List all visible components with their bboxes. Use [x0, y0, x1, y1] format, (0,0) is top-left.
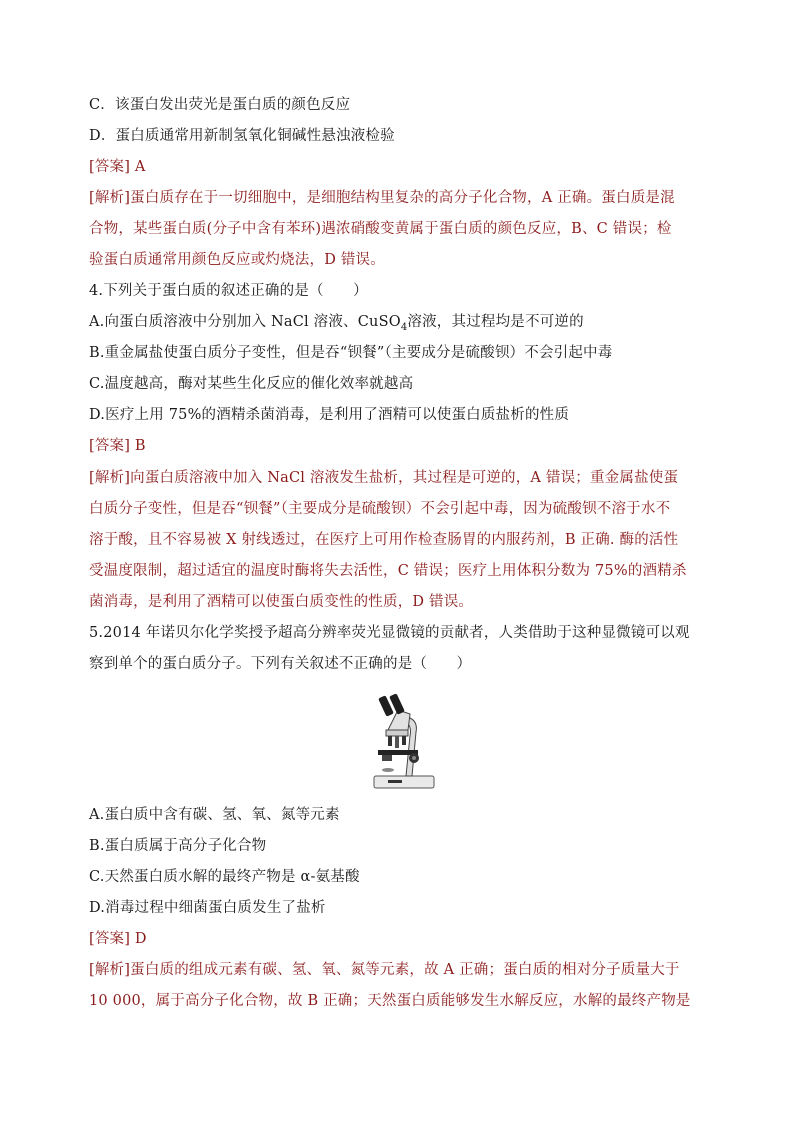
option-b-q4: B.重金属盐使蛋白质分子变性，但是吞“钡餐”（主要成分是硫酸钡）不会引起中毒: [89, 345, 613, 361]
explanation-q3-line2: 合物，某些蛋白质(分子中含有苯环)遇浓硝酸变黄属于蛋白质的颜色反应，B、C 错误；检: [89, 221, 672, 237]
answer-q3: [答案] A: [89, 159, 146, 175]
option-a-q4-subscript: 4: [400, 321, 408, 333]
option-b-q5: B.蛋白质属于高分子化合物: [89, 838, 267, 854]
explanation-q3-line1: [解析]蛋白质存在于一切细胞中，是细胞结构里复杂的高分子化合物，A 正确。蛋白质是混: [89, 190, 675, 206]
explanation-q4-line3: 溶于酸，且不容易被 X 射线透过，在医疗上可用作检查肠胃的内服药剂，B 正确. 酶的活性: [89, 532, 679, 548]
question-5-stem-line1: 5.2014 年诺贝尔化学奖授予超高分辨率荧光显微镜的贡献者，人类借助于这种显微镜可以观: [89, 625, 690, 641]
option-c-q5: C.天然蛋白质水解的最终产物是 α-氨基酸: [89, 869, 360, 885]
answer-q5: [答案] D: [89, 931, 147, 947]
question-5-stem-line2: 察到单个的蛋白质分子。下列有关叙述不正确的是（ ）: [89, 656, 472, 672]
explanation-q5-line2: 10 000，属于高分子化合物，故 B 正确；天然蛋白质能够发生水解反应，水解的最终产物是: [89, 993, 691, 1009]
explanation-q4-line5: 菌消毒，是利用了酒精可以使蛋白质变性的性质，D 错误。: [89, 594, 474, 610]
option-d-q4: D.医疗上用 75%的酒精杀菌消毒，是利用了酒精可以使蛋白质盐析的性质: [89, 407, 570, 423]
question-4-stem: 4.下列关于蛋白质的叙述正确的是（ ）: [89, 283, 368, 299]
explanation-q4-line2: 白质分子变性，但是吞“钡餐”（主要成分是硫酸钡）不会引起中毒，因为硫酸钡不溶于水不: [89, 501, 671, 517]
explanation-q3-line3: 验蛋白质通常用颜色反应或灼烧法，D 错误。: [89, 252, 385, 268]
option-c-q3: C．该蛋白发出荧光是蛋白质的颜色反应: [89, 97, 351, 113]
option-a-q4-text: A.向蛋白质溶液中分别加入 NaCl 溶液、CuSO: [89, 314, 401, 330]
option-a-q4: [89, 312, 729, 332]
microscope-image: [368, 692, 442, 792]
explanation-q4-line4: 受温度限制，超过适宜的温度时酶将失去活性，C 错误；医疗上用体积分数为 75%的酒精杀: [89, 563, 687, 579]
explanation-q4-line1: [解析]向蛋白质溶液中加入 NaCl 溶液发生盐析，其过程是可逆的，A 错误；重金属盐使蛋: [89, 470, 679, 486]
option-c-q4: C.温度越高，酶对某些生化反应的催化效率就越高: [89, 376, 414, 392]
answer-q4: [答案] B: [89, 438, 146, 454]
option-d-q3: D．蛋白质通常用新制氢氧化铜碱性悬浊液检验: [89, 128, 395, 144]
explanation-q5-line1: [解析]蛋白质的组成元素有碳、氢、氧、氮等元素，故 A 正确；蛋白质的相对分子质量大于: [89, 962, 680, 978]
option-a-q4-text-tail: 溶液，其过程均是不可逆的: [407, 314, 584, 330]
option-a-q5: A.蛋白质中含有碳、氢、氧、氮等元素: [89, 807, 340, 823]
option-d-q5: D.消毒过程中细菌蛋白质发生了盐析: [89, 900, 326, 916]
